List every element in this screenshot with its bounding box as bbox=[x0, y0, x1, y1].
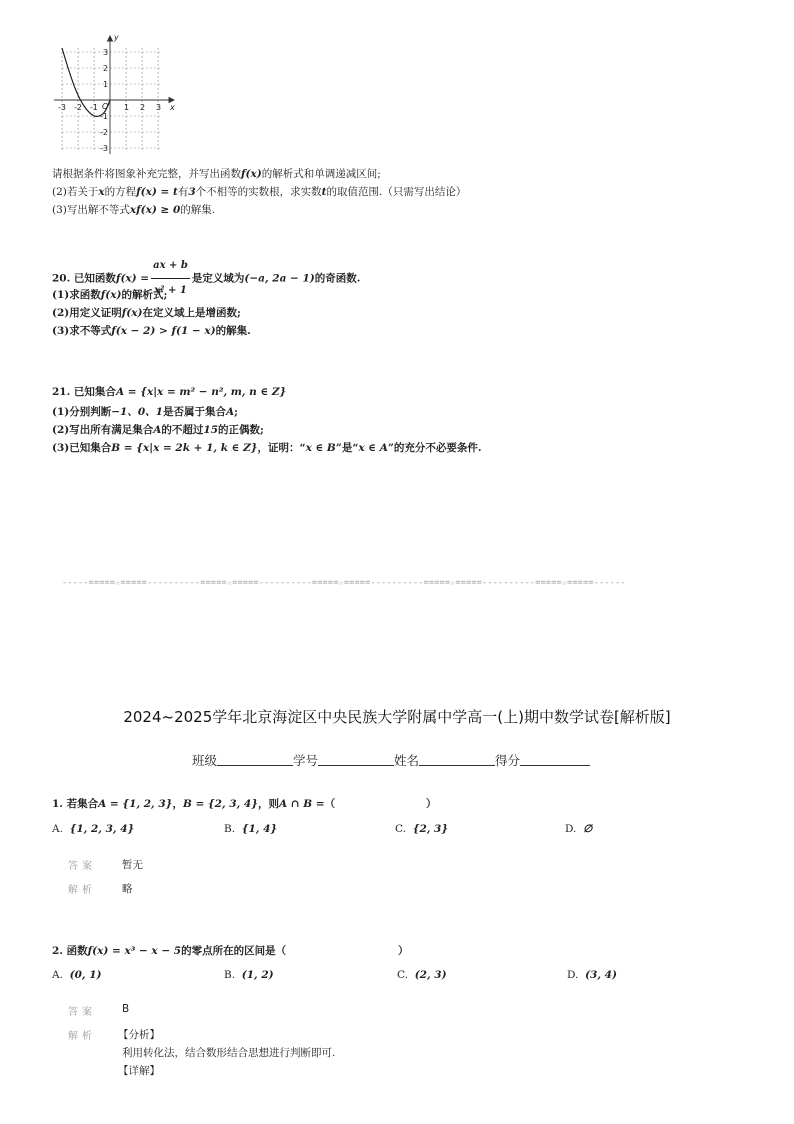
y-tick: -2 bbox=[100, 128, 108, 137]
id-blank[interactable] bbox=[318, 753, 394, 766]
q2-analysis-label: 解析 bbox=[68, 1031, 96, 1042]
q20-part2: (2)用定义证明f(x)在定义域上是增函数; bbox=[52, 307, 241, 319]
q2-analysis-heading: 【分析】 bbox=[118, 1029, 160, 1041]
q1-analysis: 略 bbox=[122, 883, 133, 895]
name-label: 姓名 bbox=[394, 753, 420, 768]
score-label: 得分 bbox=[495, 753, 521, 768]
x-tick: -3 bbox=[58, 103, 66, 112]
q1-option-c[interactable]: C. {2, 3} bbox=[395, 823, 449, 835]
q2-option-a[interactable]: A. (0, 1) bbox=[52, 969, 102, 981]
q2-option-c[interactable]: C. (2, 3) bbox=[397, 969, 447, 981]
y-tick: 1 bbox=[103, 80, 109, 89]
class-blank[interactable] bbox=[217, 753, 293, 766]
q2-answer: B bbox=[122, 1003, 130, 1015]
q19-line1: 请根据条件将图象补充完整，并写出函数f(x)的解析式和单调递减区间; bbox=[52, 168, 381, 180]
q2-option-b[interactable]: B. (1, 2) bbox=[224, 969, 274, 981]
q2-stem: 2. 函数f(x) = x³ − x − 5的零点所在的区间是（ bbox=[52, 945, 287, 957]
function-graph bbox=[50, 32, 180, 158]
q1-answer: 暂无 bbox=[122, 859, 143, 871]
grid bbox=[62, 48, 160, 150]
y-axis-label: y bbox=[114, 33, 119, 42]
page-title: 2024~2025学年北京海淀区中央民族大学附属中学高一(上)期中数学试卷[解析版] bbox=[123, 708, 671, 726]
q21-part3: (3)已知集合B = {x|x = 2k + 1, k ∈ Z}，证明：“x ∈ B”是“x ∈ A”的充分不必要条件. bbox=[52, 442, 482, 454]
q20-stem: 20. 已知函数f(x) = $\frac{ax + b}{\text{x² + 1}}$ 是定义域为(−a, 2a − 1)的奇函数. bbox=[52, 254, 360, 303]
q2-analysis-text: 利用转化法，结合数形结合思想进行判断即可. bbox=[122, 1047, 336, 1059]
q1-answer-label: 答案 bbox=[68, 861, 96, 872]
q1-option-b[interactable]: B. {1, 4} bbox=[224, 823, 278, 835]
page-divider: -----=====☆=====----------=====☆=====----------=====☆=====----------=====☆=====----------=====☆=====------ bbox=[62, 578, 626, 588]
q20-fraction: $\frac{ax + b}{\text{x² + 1}}$ bbox=[151, 254, 190, 303]
q2-option-d[interactable]: D. (3, 4) bbox=[567, 969, 617, 981]
q19-line3: (3)写出解不等式xf(x) ≥ 0的解集. bbox=[52, 204, 216, 216]
q19-line2: (2)若关于x的方程f(x) = t有3个不相等的实数根，求实数t的取值范围.（只需写出结论） bbox=[52, 186, 467, 198]
y-tick: -1 bbox=[100, 112, 108, 121]
axes bbox=[54, 36, 174, 154]
q21-part1: (1)分别判断−1、0、1是否属于集合A; bbox=[52, 406, 239, 418]
y-tick: 3 bbox=[103, 48, 109, 57]
x-tick: -1 bbox=[90, 103, 98, 112]
q1-analysis-label: 解析 bbox=[68, 885, 96, 896]
q2-detail-heading: 【详解】 bbox=[118, 1065, 160, 1077]
q2-paren-close: ） bbox=[398, 945, 409, 957]
q20-part1: (1)求函数f(x)的解析式; bbox=[52, 289, 168, 301]
q1-option-d[interactable]: D. ∅ bbox=[565, 823, 593, 835]
q1-stem: 1. 若集合A = {1, 2, 3}，B = {2, 3, 4}，则A ∩ B =（ bbox=[52, 798, 336, 810]
x-tick: 2 bbox=[140, 103, 146, 112]
origin-label: O bbox=[102, 102, 109, 111]
x-tick: 3 bbox=[156, 103, 162, 112]
student-info-line bbox=[192, 751, 590, 769]
y-tick: 2 bbox=[103, 64, 109, 73]
x-tick: 1 bbox=[124, 103, 130, 112]
q21-stem: 21. 已知集合A = {x|x = m² − n², m, n ∈ Z} bbox=[52, 386, 287, 398]
id-label: 学号 bbox=[293, 753, 319, 768]
x-axis-label: x bbox=[170, 103, 175, 112]
x-tick: -2 bbox=[74, 103, 82, 112]
q2-answer-label: 答案 bbox=[68, 1007, 96, 1018]
q1-paren-close: ） bbox=[426, 798, 437, 810]
q21-part2: (2)写出所有满足集合A的不超过15的正偶数; bbox=[52, 424, 264, 436]
score-blank[interactable] bbox=[520, 753, 590, 766]
class-label: 班级 bbox=[192, 753, 218, 768]
q20-part3: (3)求不等式f(x − 2) > f(1 − x)的解集. bbox=[52, 325, 251, 337]
name-blank[interactable] bbox=[419, 753, 495, 766]
q1-option-a[interactable]: A. {1, 2, 3, 4} bbox=[52, 823, 135, 835]
y-tick: -3 bbox=[100, 144, 108, 153]
